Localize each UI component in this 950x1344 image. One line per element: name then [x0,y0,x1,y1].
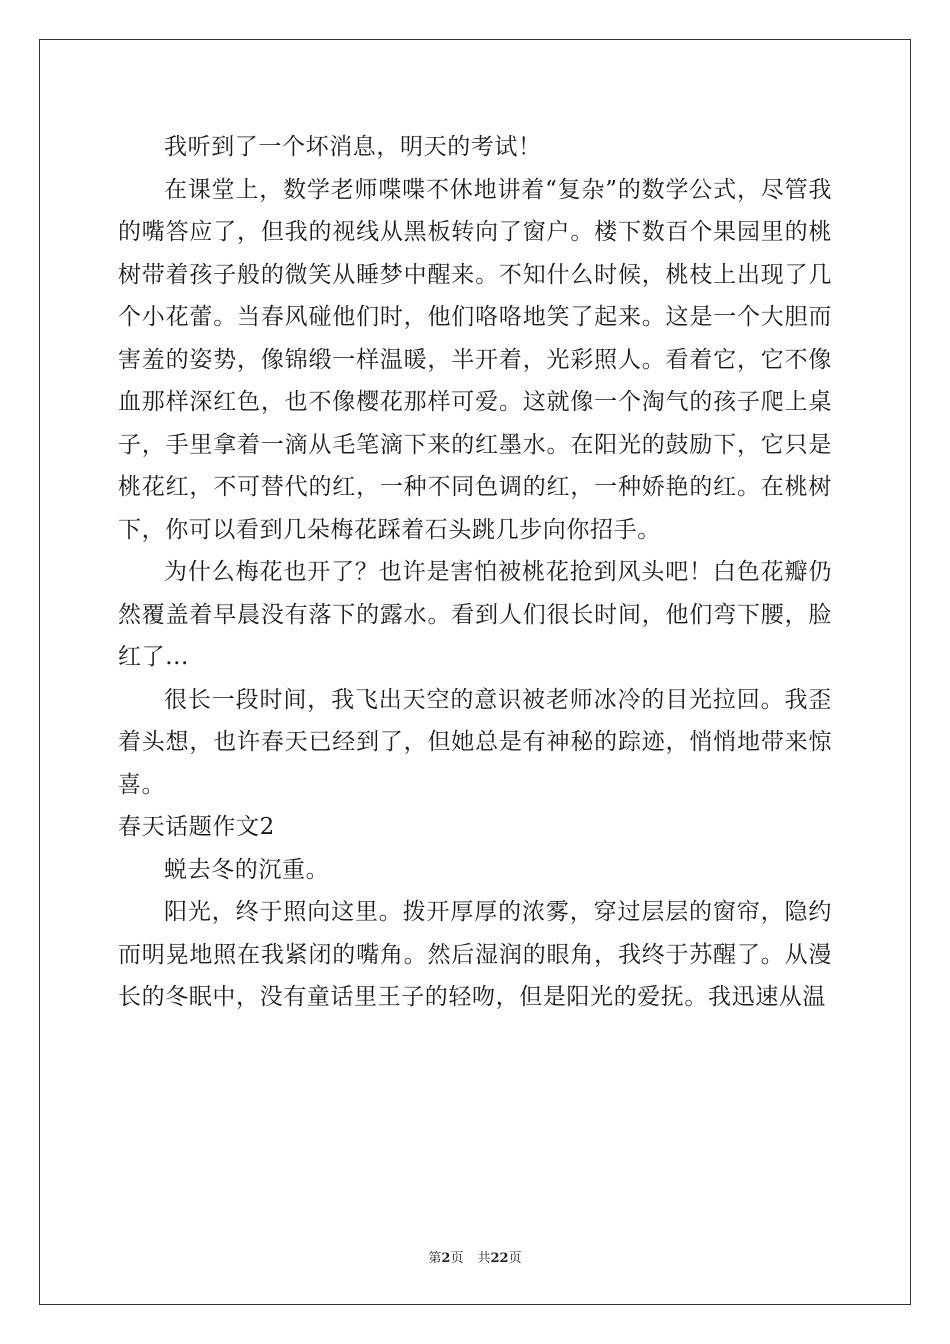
paragraph-4: 很长一段时间，我飞出天空的意识被老师冰冷的目光拉回。我歪着头想，也许春天已经到了，但她总是有神秘的踪迹，悄悄地带来惊喜。 [118,686,832,798]
footer-total-pages: 22 [490,1251,509,1266]
footer-page-suffix: 页 [450,1251,464,1266]
footer-total-suffix: 页 [508,1251,522,1266]
footer-total-prefix: 共 [477,1251,491,1266]
paragraph-6: 阳光，终于照向这里。拨开厚厚的浓雾，穿过层层的窗帘，隐约而明晃地照在我紧闭的嘴角。然后湿润的眼角，我终于苏醒了。从漫长的冬眠中，没有童话里王子的轻吻，但是阳光的爱抚。我迅速从温 [118,899,832,1010]
section-heading: 春天话题作文2 [118,814,275,840]
paragraph-2: 在课堂上，数学老师喋喋不休地讲着“复杂”的数学公式，尽管我的嘴答应了，但我的视线从黑板转向了窗户。楼下数百个果园里的桃树带着孩子般的微笑从睡梦中醒来。不知什么时候，桃枝上出现了几个小花蕾。当春风碰他们时，他们咯咯地笑了起来。这是一个大胆而害羞的姿势，像锦缎一样温暖，半开着，光彩照人。看着它，它不像血那样深红色，也不像樱花那样可爱。这就像一个淘气的孩子爬上桌子，手里拿着一滴从毛笔滴下来的红墨水。在阳光的鼓励下，它只是桃花红，不可替代的红，一种不同色调的红，一种娇艳的红。在桃树下，你可以看到几朵梅花踩着石头跳几步向你招手。 [118,176,832,543]
footer-prefix: 第 [428,1251,442,1266]
document-body [118,126,832,1019]
paragraph-1: 我听到了一个坏消息，明天的考试！ [164,134,542,160]
paragraph-5: 蜕去冬的沉重。 [164,856,330,883]
page-footer [0,1247,950,1266]
paragraph-3: 为什么梅花也开了？也许是害怕被桃花抢到风头吧！白色花瓣仍然覆盖着早晨没有落下的露水。看到人们很长时间，他们弯下腰，脸红了... [118,559,832,670]
footer-current-page: 2 [441,1251,451,1266]
